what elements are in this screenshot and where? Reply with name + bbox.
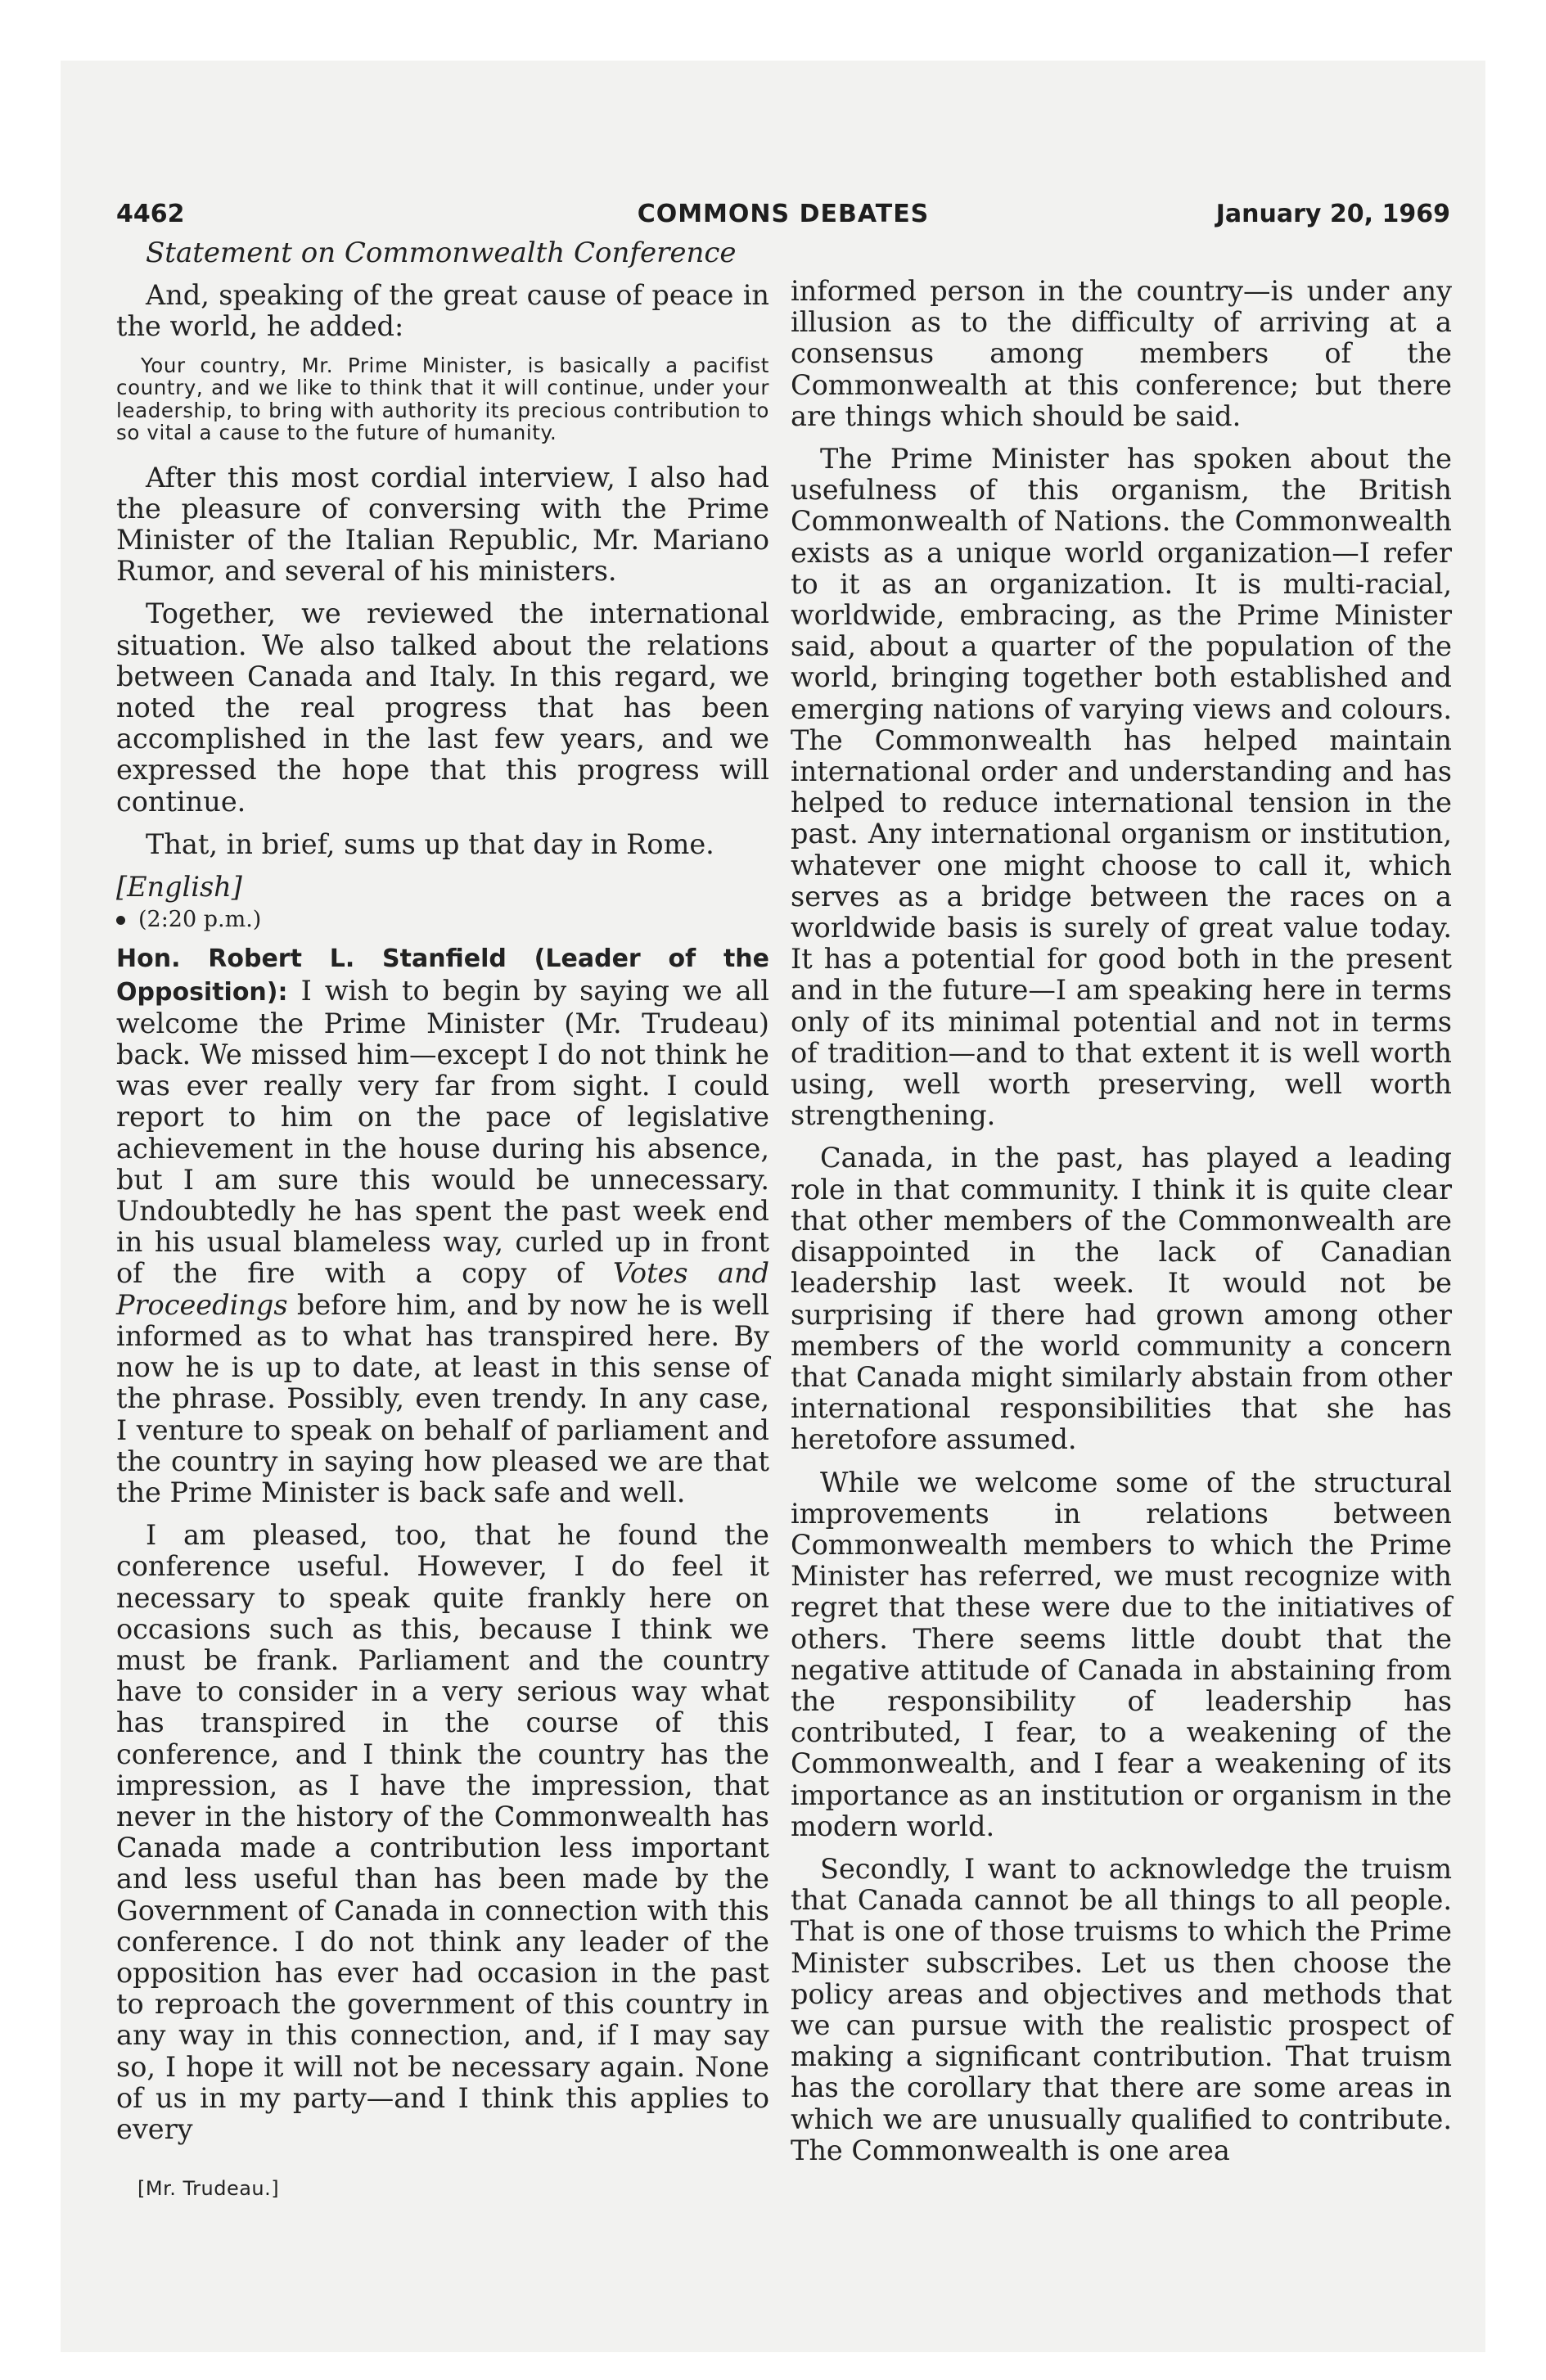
paragraph: I am pleased, too, that he found the conference useful. However, I do feel it necessary to speak quite frankly here on occasions such as this, because I think we must be frank. Parliament and the country have to consider in a very serious way what has transpired in the course of this conference, and I think the country has the impression, as I have the impression, that never in the history of the Commonwealth has Canada made a contribution less important and less useful than has been made by the Government of Canada in connection with this conference. I do not think any leader of the opposition has ever had occasion in the past to reproach the government of this country in any way in this connection, and, if I may say so, I hope it will not be necessary again. None of us in my party—and I think this applies to every xyxy=(116,1519,769,2145)
publication-reference: Votes and Proceedings xyxy=(116,1257,769,1321)
speaker-reference: [Mr. Trudeau.] xyxy=(137,2177,280,2200)
paragraph: That, in brief, sums up that day in Rome. xyxy=(146,827,714,860)
bullet-icon xyxy=(116,916,125,925)
paragraph: The Prime Minister has spoken about the usefulness of this organism, the British Commonwealth of Nations. the Commonwealth exists as a unique world organization—I refer to it as an organization. It is multi-racial, worldwide, embracing, as the Prime Minister said, about a quarter of the population of the world, bringing together both established and emerging nations of varying views and colours. The Commonwealth has helped maintain international order and understanding and has helped to reduce international tension in the past. Any international organism or institution, whatever one might choose to call it, which serves as a bridge between the races on a worldwide basis is surely of great value today. It has a potential for good both in the present and in the future—I am speaking here in terms only of its minimal potential and not in terms of tradition—and to that extent it is well worth using, well worth preserving, well worth strengthening. xyxy=(791,443,1452,1132)
paragraph: While we welcome some of the structural improvements in relations between Commonwealth members to which the Prime Minister has referred, we must recognize with regret that these were due to the initiatives of others. There seems little doubt that the negative attitude of Canada in abstaining from the responsibility of leadership has contributed, I fear, to a weakening of the Commonwealth, and I fear a weakening of its importance as an institution or organism in the modern world. xyxy=(791,1466,1452,1842)
section-title: Statement on Commonwealth Conference xyxy=(146,237,737,269)
page-number: 4462 xyxy=(116,200,185,228)
time-marker xyxy=(116,904,769,935)
speech-text: I wish to begin by saying we all welcome the Prime Minister (Mr. Trudeau) back. We missed him—except I do not think he was ever really very far from sight. I could report to him on the pace of legislative achievement in the house during his absence, but I am sure this would be unnecessary. Undoubtedly he has spent the past week end in his usual blameless way, curled up in front of the fire with a copy of xyxy=(116,974,769,1290)
paragraph: informed person in the country—is under any illusion as to the difficulty of arriving at a consensus among members of the Commonwealth at this conference; but there are things which should be said. xyxy=(791,275,1452,432)
time-text: (2:20 p.m.) xyxy=(138,907,262,933)
block-quote: Your country, Mr. Prime Minister, is basically a pacifist country, and we like to think that it will continue, under your leadership, to bring with authority its precious contribution to so vital a cause to the future of humanity. xyxy=(116,353,769,445)
language-marker: [English] xyxy=(116,871,242,904)
page-header xyxy=(116,200,1450,237)
left-column xyxy=(116,237,769,2157)
speaker-name: Hon. Robert L. Stanfield (Leader of the Opposition): xyxy=(116,944,769,1007)
paragraph: And, speaking of the great cause of peace in the world, he added: xyxy=(116,279,769,343)
paragraph: Canada, in the past, has played a leading role in that community. I think it is quite clear that other members of the Commonwealth are disappointed in the lack of Canadian leadership last week. It would not be surprising if there had grown among other members of the world community a concern that Canada might similarly abstain from other international responsibilities that she has heretofore assumed. xyxy=(791,1142,1452,1456)
speech-text: before him, and by now he is well informed as to what has transpired here. By now he is up to date, at least in this sense of the phrase. Possibly, even trendy. In any case, I venture to speak on behalf of parliament and the country in saying how pleased we are that the Prime Minister is back safe and well. xyxy=(116,1288,769,1508)
right-column xyxy=(791,276,1452,2178)
publication-title: COMMONS DEBATES xyxy=(637,200,930,228)
speech-paragraph xyxy=(116,942,769,1508)
paragraph: Together, we reviewed the international situation. We also talked about the relations between Canada and Italy. In this regard, we noted the real progress that has been accomplished in the last few years, and we expressed the hope that this progress will continue. xyxy=(116,597,769,818)
publication-date: January 20, 1969 xyxy=(1215,200,1450,228)
paragraph: After this most cordial interview, I also had the pleasure of conversing with the Prime Minister of the Italian Republic, Mr. Mariano Rumor, and several of his ministers. xyxy=(116,461,769,588)
paragraph: Secondly, I want to acknowledge the truism that Canada cannot be all things to all people. That is one of those truisms to which the Prime Minister subscribes. Let us then choose the policy areas and objectives and methods that we can pursue with the realistic prospect of making a significant contribution. That truism has the corollary that there are some areas in which we are unusually qualified to contribute. The Commonwealth is one area xyxy=(791,1852,1452,2166)
